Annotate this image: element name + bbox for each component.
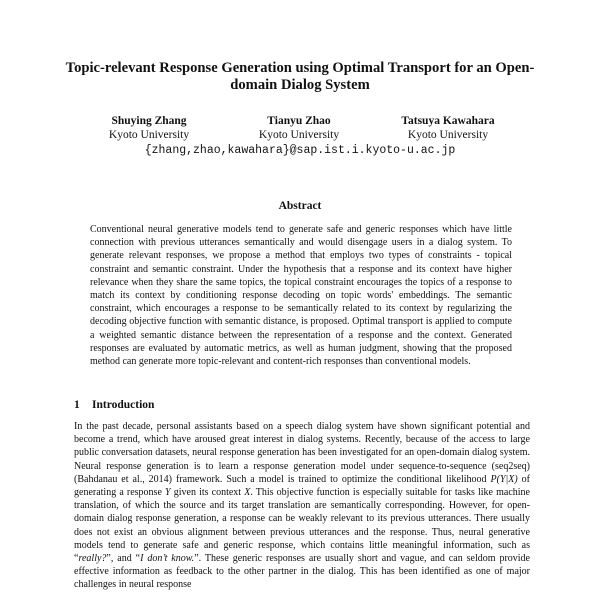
abstract-text: Conventional neural generative models tend to generate safe and generic responses which have little connection with previous utterances semantically and would disengage users in a dialog system. To generate relevant responses, we propose a method that employs two types of constraints - topical constraint and semantic constraint. Under the hypothesis that a response and its context have higher relevance when they share the same topics, the topical constraint encourages the topics of a response to match its context by conditioning response decoding on topic words' embeddings. The semantic constraint, which encourages a response to be semantically related to its context by regularizing the decoding objective function with semantic distance, is proposed. Optimal transport is applied to compute a weighted semantic distance between the representation of a response and the context. Generated responses are evaluated by automatic metrics, as well as human judgment, showing that the proposed method can generate more topic-relevant and content-rich responses than conventional models. <box>90 224 512 368</box>
section-title: Introduction <box>92 399 155 411</box>
math-expression: P(Y|X) <box>490 473 518 485</box>
math-variable: Y <box>165 487 171 499</box>
section-heading-introduction <box>74 398 524 412</box>
math-variable: X <box>244 487 251 499</box>
author-1 <box>74 114 224 142</box>
author-affiliation: Kyoto University <box>258 129 340 141</box>
introduction-paragraph <box>74 420 530 592</box>
author-affiliation: Kyoto University <box>108 129 190 141</box>
intro-text: ”. These generic responses are usually short and vague, and can seldom provide effective information as feedback to the other partner in the dialog. This has been identified as one of major challenges in neural response <box>74 553 530 591</box>
author-name: Tianyu Zhao <box>267 115 331 127</box>
author-emails: {zhang,zhao,kawahara}@sap.ist.i.kyoto-u.ac.jp <box>144 144 456 157</box>
intro-text: ”, and “ <box>106 553 141 565</box>
quoted-example: really? <box>78 553 107 565</box>
intro-text: of generating a response <box>74 473 530 499</box>
intro-text: In the past decade, personal assistants based on a speech dialog system have shown significant potential and become a trend, which have aroused great interest in dialog systems. Recently, because of the access to large public conversation datasets, neural response generation has been investigated for an open-domain dialog system. Neural response generation is to learn a response generation model under sequence-to-sequence (seq2seq) (Bahdanau et al., 2014) framework. Such a model is trained to optimize the conditional likelihood <box>74 421 530 485</box>
author-affiliation: Kyoto University <box>407 129 489 141</box>
author-2 <box>224 114 374 142</box>
section-number: 1 <box>74 399 80 411</box>
author-name: Shuying Zhang <box>111 115 187 127</box>
author-3 <box>373 114 523 142</box>
intro-text: . This objective function is especially suitable for tasks like machine translation, of which the source and its target translation are semantically corresponding. However, for open-domain dialog response generation, a response can be weakly relevant to its previous utterances. There usually does not exist an obvious alignment between previous utterances and the response. Thus, neural generative models tend to generate safe and generic response, which contains little meaningful information, such as “ <box>74 487 530 565</box>
abstract-heading: Abstract <box>278 200 322 212</box>
quoted-example: I don’t know. <box>140 553 195 565</box>
intro-text: given its context <box>170 487 245 499</box>
paper-title: Topic-relevant Response Generation using Optimal Transport for an Open-domain Dialog System <box>65 60 535 93</box>
author-name: Tatsuya Kawahara <box>401 115 495 127</box>
